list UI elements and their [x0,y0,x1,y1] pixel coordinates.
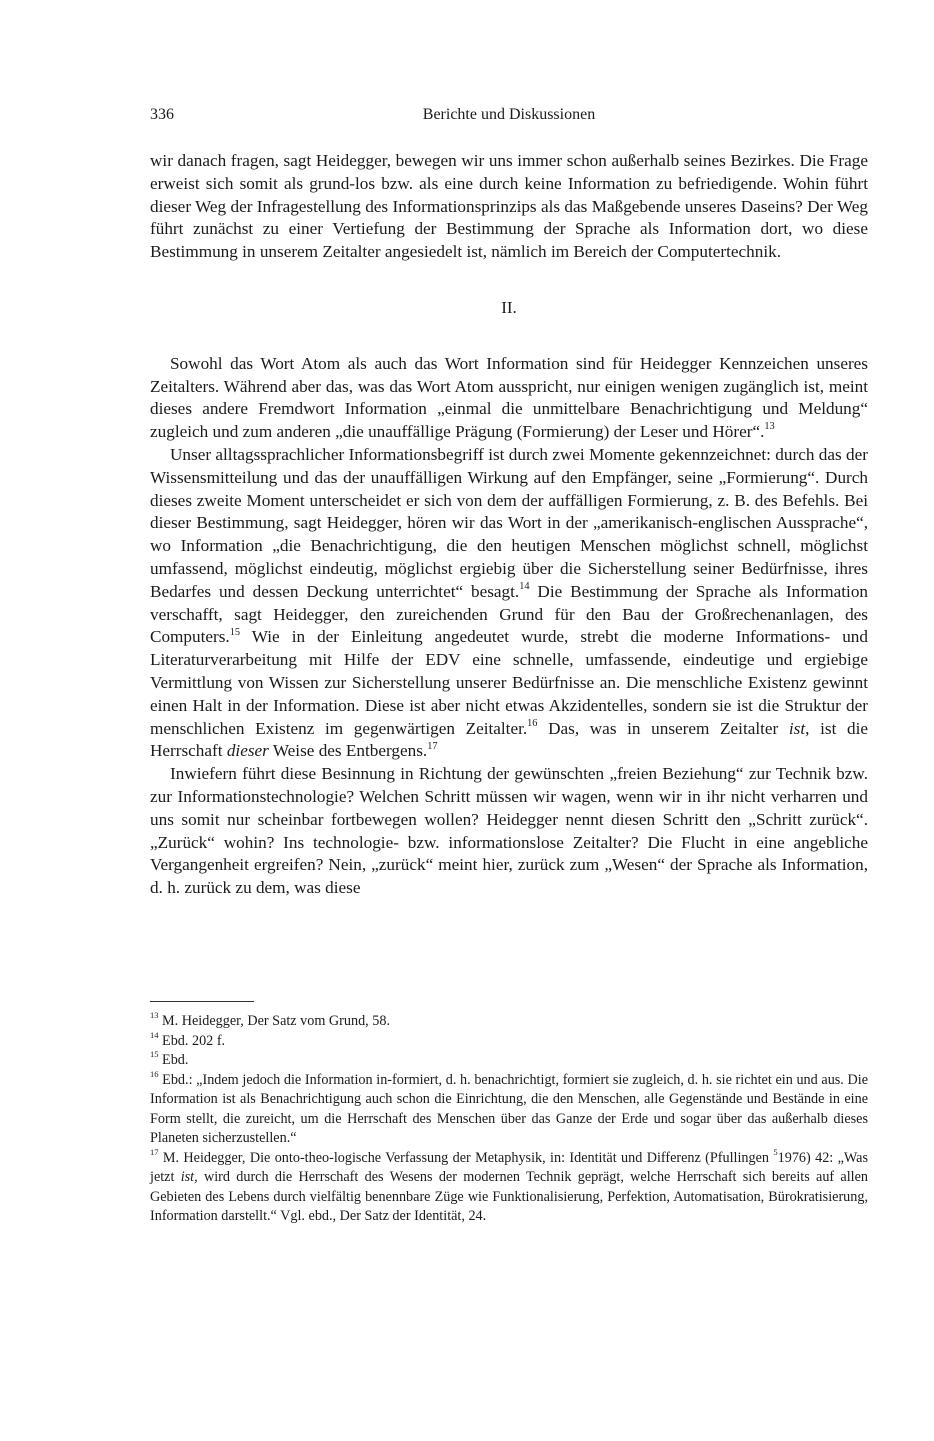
footnote-16 [150,1068,868,1149]
footnote-ref-16[interactable]: 16 [527,717,538,729]
footnote-number: 14 [150,1029,159,1040]
footnote-14 [150,1029,868,1052]
page-number: 336 [150,106,174,123]
footnote-number: 16 [150,1068,159,1079]
footnote-15 [150,1051,868,1071]
footnote-text-b: 1976) 42: „Was jetzt [150,1149,868,1185]
edition-number: 5 [773,1146,778,1157]
footnote-text-c: wird durch die Herrschaft des Wesens der modernen Technik geprägt, welche Herrschaft sich bereits auf allen Gebieten des Lebens durch vielfältig benennbare Züge wie Funktionalisierung, Perfektion, Automatisation, Bürokratisierung, Information darstellt.“ Vgl. ebd., Der Satz der Identität, 24. [150,1169,869,1224]
footnote-ref-15[interactable]: 15 [229,626,241,638]
paragraph-3 [150,444,868,763]
footnote-number: 13 [150,1010,159,1021]
footnote-text: Ebd. [158,1052,189,1068]
footnotes [150,1012,868,1227]
emphasis-ist: ist [788,718,806,738]
paragraph-3-text-a: Unser alltagssprachlicher Informationsbegriff ist durch zwei Momente gekennzeichnet: durch das der Wissensmitteilung und das der unauffälligen Wirkung auf den Empfänger, seine „Formierung“. Durch dieses zweite Moment unterscheidet er sich von dem der auffälligen Formierung, z. B. des Befehls. Bei dieser Bestimmung, sagt Heidegger, hören wir das Wort in der „amerikanisch-englischen Aussprache“, wo Information „die Benachrichtigung, die den heutigen Menschen möglichst schnell, möglichst umfassend, möglichst eindeutig, möglichst ergiebig über die Sicherstellung seiner Bedürfnisse, ihres Bedarfes und dessen Deckung unterrichtet“ besagt. [150,444,868,601]
emphasis-ist: ist, [180,1169,198,1185]
footnote-number: 17 [150,1146,159,1157]
running-header [150,106,868,128]
paragraph-2 [150,353,868,444]
footnote-divider [150,1001,254,1002]
footnote-13 [150,1012,868,1032]
footnote-ref-14[interactable]: 14 [519,580,530,592]
footnote-text-a: M. Heidegger, Die onto-theo-logische Verfassung der Metaphysik, in: Identität und Differenz (Pfullingen [158,1149,774,1166]
paragraph-4: Inwiefern führt diese Besinnung in Richtung der gewünschten „freien Beziehung“ zur Technik bzw. zur Informationstechnologie? Welchen Schritt müssen wir wagen, wenn wir in ihr nicht verharren und uns somit nur scheinbar fortbewegen wollen? Heidegger nennt diesen Schritt den „Schritt zurück“. „Zurück“ wohin? Ins technologie- bzw. informationslose Zeitalter? Die Flucht in eine angebliche Vergangenheit ergreifen? Nein, „zurück“ meint hier, zurück zum „Wesen“ der Sprache als Information, d. h. zurück zu dem, was diese [150,764,868,898]
paragraph-3-text-c: Wie in der Einleitung angedeutet wurde, strebt die moderne Informations- und Literaturverarbeitung mit Hilfe der EDV eine schnelle, umfassende, eindeutige und ergiebige Vermittlung von Wissen zur Sicherstellung unserer Bedürfnisse an. Die menschliche Existenz gewinnt einen Halt in der Information. Diese ist aber nicht etwas Akzidentelles, sondern sie ist die Struktur der menschlichen Existenz im gegenwärtigen Zeitalter. [150,627,868,738]
paragraph-3-text-d: Das, was in unserem Zeitalter [537,718,789,738]
footnote-text: Ebd. 202 f. [158,1032,226,1049]
footnote-ref-13[interactable]: 13 [764,421,775,433]
paragraph-2-text: Sowohl das Wort Atom als auch das Wort Information sind für Heidegger Kennzeichen unseres Zeitalters. Während aber das, was das Wort Atom ausspricht, nur einigen wenigen zugänglich ist, meint dieses andere Fremdwort Information „einmal die unmittelbare Benachrichtigung und Meldung“ zugleich und zum anderen „die unauffällige Prägung (Formierung) der Leser und Hörer“. [150,353,868,442]
section-heading: II. [501,297,517,317]
running-title: Berichte und Diskussionen [422,106,596,123]
paragraph-3-text-e: , ist die Herrschaft [150,718,868,761]
footnote-ref-17[interactable]: 17 [427,740,438,752]
body-text [150,150,868,900]
footnote-text: M. Heidegger, Der Satz vom Grund, 58. [158,1013,391,1029]
emphasis-dieser: dieser [226,741,269,761]
paragraph-3-text-b: Die Bestimmung der Sprache als Information verschafft, sagt Heidegger, den zureichenden Grund für den Bau der Großrechenanlagen, des Computers. [150,581,869,647]
paragraph-1: wir danach fragen, sagt Heidegger, bewegen wir uns immer schon außerhalb seines Bezirkes. Die Frage erweist sich somit als grund-los bzw. als eine durch keine Information zu befriedigende. Wohin führt dieser Weg der Infragestellung des Informationsprinzips als das Maßgebende unseres Daseins? Der Weg führt zunächst zu einer Vertiefung der Bestimmung der Sprache als Information dort, wo diese Bestimmung in unserem Zeitalter angesiedelt ist, nämlich im Bereich der Computertechnik. [150,151,868,262]
footnote-number: 15 [150,1049,159,1060]
paragraph-3-text-f: Weise des Entbergens. [268,741,428,761]
footnote-17 [150,1146,869,1227]
footnote-text: Ebd.: „Indem jedoch die Information in-formiert, d. h. benachrichtigt, formiert sie zugleich, d. h. sie richtet ein und aus. Die Information ist als Benachrichtigung auch schon die Einrichtung, die den Menschen, alle Gegenstände und Bestände in eine Form stellt, die zureicht, um die Herrschaft des Menschen über das Ganze der Erde und sogar über das außerhalb dieses Planeten sicherzustellen.“ [150,1071,868,1146]
